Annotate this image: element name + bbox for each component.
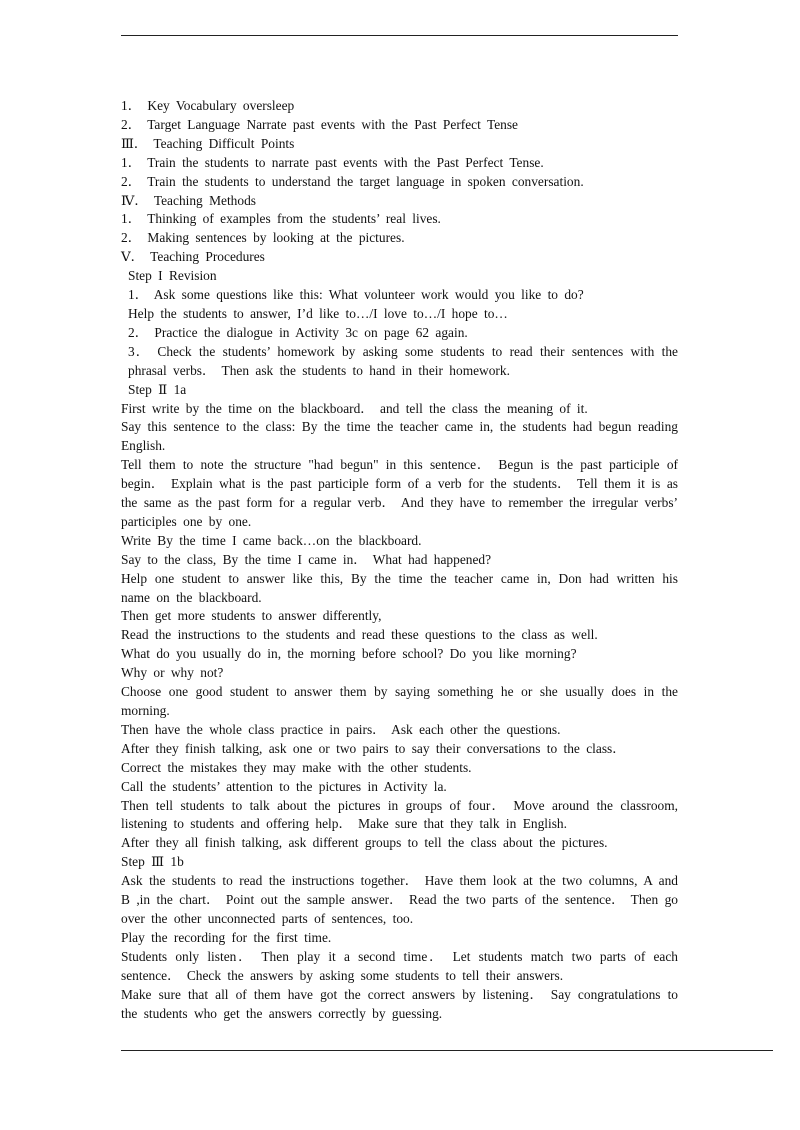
- paragraph: Then have the whole class practice in pairs． Ask each other the questions.: [121, 721, 561, 737]
- paragraph: After they finish talking, ask one or two pairs to say their conversations to the class．: [121, 740, 626, 756]
- paragraph: What do you usually do in, the morning before school? Do you like morning?: [121, 646, 577, 662]
- paragraph: Choose one good student to answer them by saying something he or she usually does in the morning.: [121, 684, 678, 718]
- revision-item-1: 1． Ask some questions like this: What volunteer work would you like to do?: [128, 287, 584, 303]
- paragraph: Then get more students to answer differently,: [121, 608, 382, 624]
- paragraph: Play the recording for the first time.: [121, 929, 332, 945]
- revision-item-3: 3． Check the students’ homework by asking some students to read their sentences with the phrasal verbs． Then ask the students to hand in their homework.: [128, 343, 678, 378]
- paragraph: Correct the mistakes they may make with the other students.: [121, 759, 472, 775]
- step-3-heading: Step Ⅲ 1b: [121, 854, 184, 870]
- paragraph: Read the instructions to the students and read these questions to the class as well.: [121, 627, 598, 643]
- difficult-point-2: 2． Train the students to understand the target language in spoken conversation.: [121, 173, 584, 189]
- paragraph: Students only listen． Then play it a second time． Let students match two parts of each sentence． Check the answers by asking some students to tell their answers.: [121, 948, 678, 983]
- paragraph: Make sure that all of them have got the correct answers by listening． Say congratulations to the students who get the answers correctly by guessing.: [121, 986, 678, 1021]
- paragraph: After they all finish talking, ask different groups to tell the class about the pictures.: [121, 835, 608, 851]
- paragraph: Why or why not?: [121, 665, 224, 681]
- paragraph: Tell them to note the structure "had begun" in this sentence． Begun is the past participle of begin． Explain what is the past participle form of a verb for the students． Tell them it is as the same as the past form for a regular verb． And they have to remember the irregular verbs’ participles one by one.: [121, 457, 678, 529]
- target-language-line: 2． Target Language Narrate past events with the Past Perfect Tense: [121, 116, 518, 132]
- step-1-heading: Step I Revision: [128, 268, 217, 284]
- document-body: [121, 97, 678, 1023]
- paragraph: Then tell students to talk about the pictures in groups of four． Move around the classroom, listening to students and offering help． Make sure that they talk in English.: [121, 797, 678, 832]
- paragraph: Call the students’ attention to the pictures in Activity la.: [121, 778, 447, 794]
- difficult-point-1: 1． Train the students to narrate past events with the Past Perfect Tense.: [121, 154, 544, 170]
- footer-rule: [121, 1050, 773, 1051]
- teaching-method-1: 1． Thinking of examples from the students’ real lives.: [121, 211, 441, 227]
- paragraph: Say to the class, By the time I came in． What had happened?: [121, 551, 492, 567]
- section-heading-teaching-methods: Ⅳ． Teaching Methods: [121, 192, 256, 208]
- paragraph: Help one student to answer like this, By the time the teacher came in, Don had written his name on the blackboard.: [121, 570, 678, 605]
- teaching-method-2: 2． Making sentences by looking at the pictures.: [121, 230, 405, 246]
- section-heading-teaching-procedures: Ⅴ． Teaching Procedures: [121, 249, 265, 265]
- revision-item-2: 2． Practice the dialogue in Activity 3c on page 62 again.: [128, 324, 468, 340]
- revision-item-1-answer: Help the students to answer, I’d like to…/I love to…/I hope to…: [128, 305, 508, 321]
- section-heading-difficult-points: Ⅲ． Teaching Difficult Points: [121, 135, 295, 151]
- paragraph: First write by the time on the blackboard． and tell the class the meaning of it.: [121, 400, 588, 416]
- step-2-heading: Step Ⅱ 1a: [128, 381, 187, 397]
- paragraph: Ask the students to read the instructions together． Have them look at the two columns, A and B ,in the chart． Point out the sample answer． Read the two parts of the sentence． Then go over the other unconnected parts of sentences, too.: [121, 873, 678, 926]
- paragraph: Say this sentence to the class: By the time the teacher came in, the students had begun reading English.: [121, 419, 678, 454]
- paragraph: Write By the time I came back…on the blackboard.: [121, 532, 422, 548]
- header-rule: [121, 35, 678, 36]
- key-vocabulary-line: 1． Key Vocabulary oversleep: [121, 98, 295, 113]
